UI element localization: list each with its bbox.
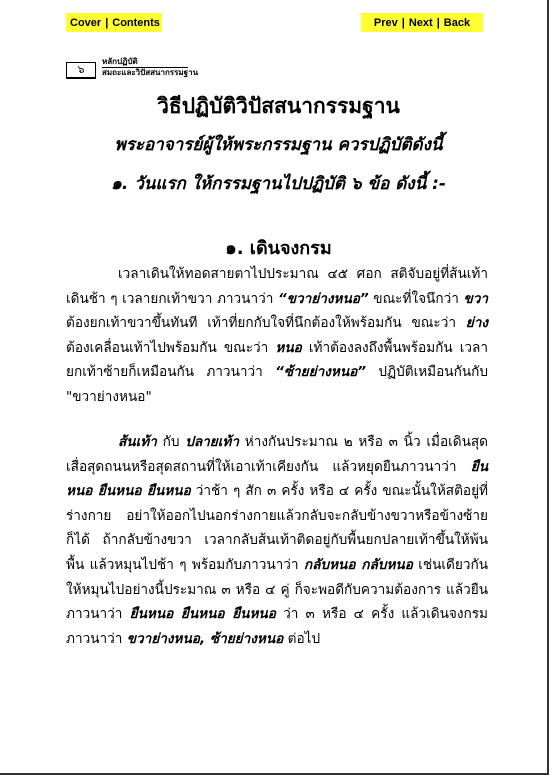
para1-text: ขณะที่ใจนึกว่า (368, 290, 464, 307)
para2-bold: ยืนหนอ ยืนหนอ ยืนหนอ (66, 458, 488, 500)
para1-bold: ขวา (463, 290, 488, 307)
para2-bold: กลับหนอ กลับหนอ (303, 556, 413, 573)
contents-link[interactable]: Contents (112, 16, 160, 29)
para2-text: ว่าช้า ๆ สัก ๓ ครั้ง หรือ ๔ ครั้ง ขณะนั้นให้สติอยู่ที่ร่างกาย อย่าให้ออกไปนอกร่างกายแล้วกลับจะกลับข้างขวาหรือข้างซ้ายก็ได้ ถ้ากลับข้างขวา เวลากลับส้นเท้าติดอยู่กับพื้นยกปลายเท้าขึ้นให้พ้นพื้น แล้วหมุนไปช้า ๆ พร้อมกับภาวนาว่า (66, 483, 488, 573)
para1-text: เท้าต้องลงถึงพื้นพร้อมกัน เวลายกเท้าซ้ายก็เหมือนกัน ภาวนาว่า (66, 339, 488, 381)
para2-text: ว่า ๓ หรือ ๔ ครั้ง แล้วเดินจงกรมภาวนาว่า (66, 606, 488, 647)
back-link[interactable]: Back (443, 16, 471, 29)
para2-text: ห่างกันประมาณ ๒ หรือ ๓ นิ้ว เมื่อเดินสุดเสื่อสุดถนนหรือสุดสถานที่ให้เอาเท้าเคียงกัน แล้วหยุดยืนภาวนาว่า (66, 434, 488, 475)
prev-link[interactable]: Prev (373, 16, 398, 29)
next-link[interactable]: Next (408, 16, 433, 29)
paragraph-2 (66, 430, 488, 651)
para2-bold: ส้นเท้า (118, 434, 157, 450)
nav-separator: | (436, 16, 440, 29)
para1-text: ปฏิบัติเหมือนกันกับ "ขวาย่างหนอ" (66, 364, 488, 405)
subheading-2: ๑. วันแรก ให้กรรมฐานไปปฏิบัติ ๖ ข้อ ดังนี้ :- (111, 174, 446, 194)
paragraph-1 (66, 262, 488, 410)
nav-bar-right (361, 13, 483, 32)
para2-bold: ขวาย่างหนอ, ซ้ายย่างหนอ (126, 630, 284, 647)
para2-text: เช่นเดียวกันให้หมุนไปอย่างนี้ประมาณ ๓ หรือ ๔ คู่ ก็จะพอดีกับความต้องการ แล้วยืนภาวนาว่า (66, 556, 488, 623)
para2-text: กับ (156, 434, 186, 450)
para2-text: ต่อไป (283, 630, 321, 647)
nav-separator: | (105, 16, 109, 29)
running-head-line2: สมถะและวิปัสสนากรรมฐาน (102, 68, 199, 77)
nav-separator: | (401, 16, 405, 29)
para2-bold: ยืนหนอ ยืนหนอ ยืนหนอ (129, 606, 276, 623)
para1-text: ต้องเคลื่อนเท้าไปพร้อมกัน ขณะว่า (66, 339, 276, 356)
nav-bar-left (66, 13, 162, 32)
subheading-1: พระอาจารย์ผู้ให้พระกรรมฐาน ควรปฏิบัติดังนี้ (114, 135, 443, 155)
para2-bold: ปลายเท้า (185, 434, 240, 450)
running-head (102, 57, 198, 78)
para1-bold: ย่าง (465, 315, 488, 332)
para1-bold: “ขวาย่างหนอ” (277, 290, 369, 307)
page-number: ๖ (66, 62, 96, 79)
para1-text: เวลาเดินให้ทอดสายตาไปประมาณ ๔๕ ศอก สติจับอยู่ที่ส้นเท้า เดินช้า ๆ เวลายกเท้าขวา ภาวนาว่า (66, 266, 488, 307)
para1-bold: หนอ (275, 339, 302, 356)
section-title: ๑. เดินจงกรม (225, 238, 332, 259)
cover-link[interactable]: Cover (70, 16, 102, 29)
para1-text: ต้องยกเท้าขวาขึ้นทันที เท้าที่ยกกับใจที่นึกต้องให้พร้อมกัน ขณะว่า (66, 315, 466, 332)
para1-bold: “ซ้ายย่างหนอ” (275, 364, 367, 381)
running-head-line1: หลักปฏิบัติ (102, 57, 188, 68)
page-title: วิธีปฏิบัติวิปัสสนากรรมฐาน (157, 94, 400, 118)
